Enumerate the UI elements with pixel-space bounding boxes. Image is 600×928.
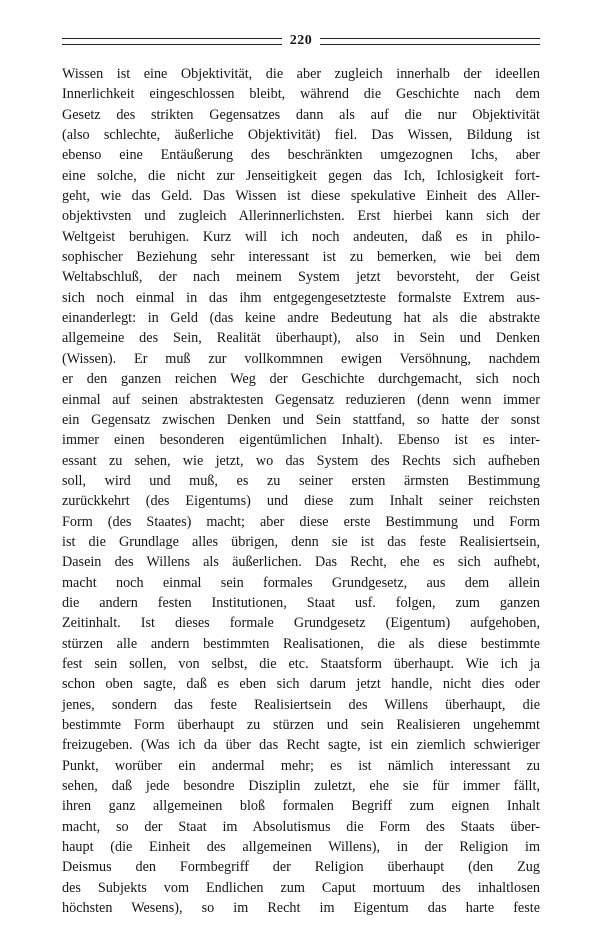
text-line: geht, wie das Geld. Das Wissen ist diese spekulative Einheit des Aller- [62,188,540,205]
text-line: ebenso eine Entäußerung des beschränkten umgezognen Ichs, aber [62,147,540,164]
text-line: ist die Grundlage alles übrigen, denn sie ist das feste Realisiertsein, [62,533,540,550]
text-line: macht, so der Staat im Absolutismus die Form des Staats über- [62,818,540,835]
text-line: eine solche, die nicht zur Jenseitigkeit gegen das Ich, Ichlosigkeit fort- [62,167,540,184]
text-line: er den ganzen reichen Weg der Geschichte durchgemacht, sich noch [62,371,540,388]
text-line: objektivsten und zugleich Allerinnerlichsten. Erst hierbei kann sich der [62,208,540,225]
text-line: soll, wird und muß, es zu seiner ersten ärmsten Bestimmung [62,472,540,489]
text-line: fest sein sollen, von selbst, die etc. Staatsform überhaupt. Wie ich ja [62,655,540,672]
text-line: freizugeben. (Was ich da über das Recht sagte, ist ein ziemlich schwieriger [62,737,540,754]
body-text [62,64,540,918]
text-line: haupt (die Einheit des allgemeinen Willens), in der Religion im [62,839,540,856]
text-line: einmal auf seinen abstraktesten Gegensatz reduzieren (denn wenn immer [62,391,540,408]
text-line: immer einen besonderen eigentümlichen Inhalt). Ebenso ist es inter- [62,432,540,449]
text-line: des Subjekts vom Endlichen zum Caput mortuum des inhaltlosen [62,879,540,896]
text-line: stürzen alle andern bestimmten Realisationen, die als diese bestimmte [62,635,540,652]
page-number: 220 [289,33,313,48]
text-line: essant zu sehen, wie jetzt, wo das System des Rechts sich aufheben [62,452,540,469]
text-line: ein Gegensatz zwischen Denken und Sein stattfand, so hatte der sonst [62,411,540,428]
text-line: Punkt, worüber ein andermal mehr; es ist nämlich interessant zu [62,757,540,774]
text-line: schon oben sagte, daß es eben sich darum jetzt handle, nicht dies oder [62,676,540,693]
text-line: Wissen ist eine Objektivität, die aber zugleich innerhalb der ideellen [62,66,540,82]
text-line: Form (des Staates) macht; aber diese erste Bestimmung und Form [62,513,540,530]
text-line: Dasein des Willens als äußerlichen. Das Recht, ehe es sich aufhebt, [62,554,540,571]
text-line: Innerlichkeit eingeschlossen bleibt, während die Geschichte nach dem [62,86,540,103]
text-line: die andern festen Institutionen, Staat usf. folgen, zum ganzen [62,594,540,611]
text-line: sich noch einmal in das ihm entgegengesetzteste formalste Extrem aus- [62,289,540,306]
text-line: höchsten Wesens), so im Recht im Eigentum das harte feste [62,900,540,917]
text-line: sehen, daß jede besondre Disziplin zuletzt, ehe sie für immer fällt, [62,778,540,795]
text-line: allgemeine des Sein, Realität überhaupt), also in Sein und Denken [62,330,540,347]
text-line: jenes, sondern das feste Realisiertsein des Willens überhaupt, die [62,696,540,713]
text-line: ihren ganz allgemeinen bloß formalen Begriff zum eignen Inhalt [62,798,540,815]
text-line: zurückkehrt (des Eigentums) und diese zum Inhalt seiner reichsten [62,493,540,510]
text-line: Weltabschluß, der nach meinem System jetzt bevorsteht, der Geist [62,269,540,286]
text-line: macht noch einmal sein formales Grundgesetz, aus dem allein [62,574,540,591]
text-line: Deismus den Formbegriff der Religion überhaupt (den Zug [62,859,540,876]
text-line: (Wissen). Er muß zur vollkommnen ewigen Versöhnung, nachdem [62,350,540,367]
text-line: einanderlegt: in Geld (das keine andre Bedeutung hat als die abstrakte [62,310,540,327]
text-line: (also schlechte, äußerliche Objektivität) fiel. Das Wissen, Bildung ist [62,127,540,144]
text-line: Weltgeist beruhigen. Kurz will ich noch andeuten, daß es in philo- [62,228,540,245]
header-rule-right [320,38,540,45]
text-line: bestimmte Form überhaupt zu stürzen und sein Realisieren ungehemmt [62,717,540,733]
text-line: Zeitinhalt. Ist dieses formale Grundgesetz (Eigentum) aufgehoben, [62,615,540,632]
page-header [62,30,540,52]
header-rule-left [62,38,282,45]
text-line: Gesetz des strikten Gegensatzes dann als auf die nur Objektivität [62,106,540,123]
text-line: sophischer Beziehung sehr interessant ist zu bemerken, wie bei dem [62,249,540,266]
